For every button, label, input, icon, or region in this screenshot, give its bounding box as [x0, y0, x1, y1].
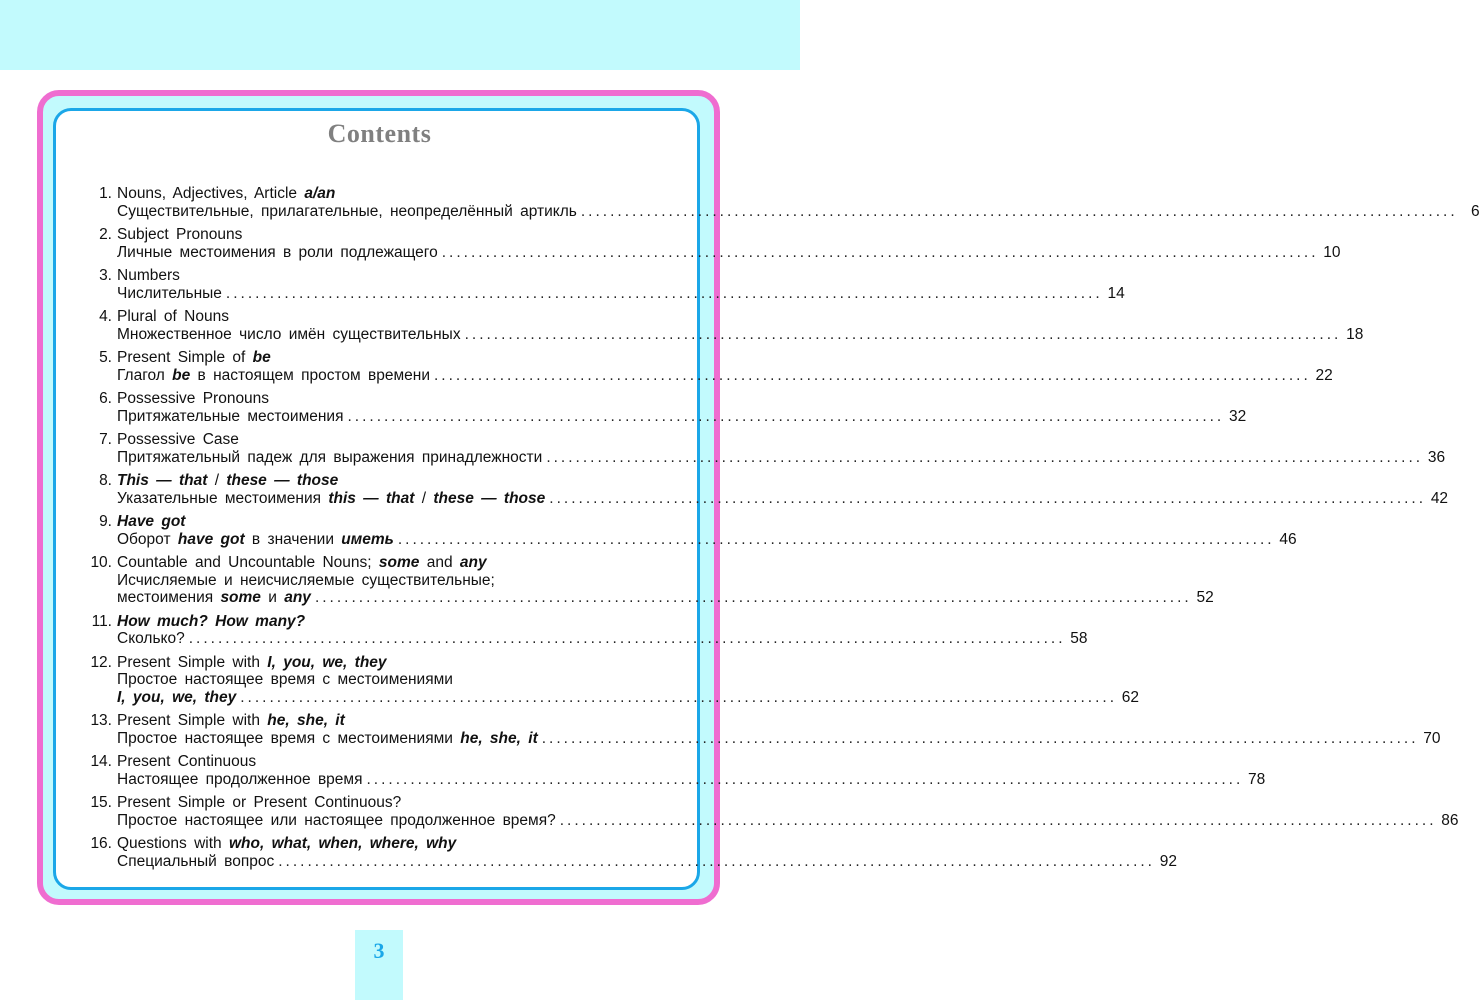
page-number: 3	[373, 938, 385, 963]
toc-entry-title	[117, 654, 387, 672]
toc-entry-number: 11.	[91, 612, 112, 630]
toc-entry[interactable]	[75, 267, 1125, 302]
toc-entry-page-number: 62	[1121, 688, 1140, 706]
emphasized-term: he, she, it	[267, 712, 345, 729]
title-text: Притяжательные местоимения	[117, 407, 344, 425]
toc-entry-page-number: 86	[1441, 811, 1459, 829]
toc-entry-english-line	[75, 349, 680, 367]
toc-entry[interactable]	[75, 349, 1333, 384]
toc-entry-number: 9.	[99, 513, 112, 530]
emphasized-term: иметь	[341, 530, 394, 548]
toc-entry[interactable]	[75, 753, 1266, 788]
emphasized-term: I, you, we, they	[117, 688, 237, 706]
toc-entry-title	[117, 853, 274, 871]
toc-entry-title	[117, 812, 556, 830]
toc-entry-title	[117, 326, 461, 344]
title-text: Простое настоящее или настоящее продолженное время?	[117, 811, 556, 829]
title-text: Глагол	[117, 366, 173, 384]
dot-leader: ........................................................................................................................	[580, 202, 1458, 220]
toc-entry-number: 8.	[99, 472, 112, 489]
toc-entry-title	[117, 513, 185, 531]
title-text: Present Simple with	[117, 712, 268, 729]
dot-leader: ........................................................................................................................	[314, 589, 1192, 606]
emphasized-term: Have got	[117, 513, 186, 530]
toc-entry-title	[117, 689, 236, 707]
toc-entry-title	[117, 203, 577, 221]
toc-entry-english-line	[75, 554, 680, 572]
toc-entry-page-number: 18	[1346, 325, 1364, 343]
toc-entry[interactable]	[75, 554, 1214, 607]
table-of-contents	[75, 185, 1480, 870]
emphasized-term: a/an	[304, 185, 336, 202]
toc-entry-title	[117, 308, 229, 326]
toc-entry-russian-line	[75, 202, 1480, 221]
toc-entry-english-line	[75, 267, 680, 285]
dot-leader: ........................................................................................................................	[188, 630, 1066, 647]
title-text: и	[260, 589, 285, 606]
toc-entry-number: 12.	[90, 653, 112, 671]
toc-entry-title	[117, 613, 305, 631]
toc-entry-english-line	[75, 654, 680, 672]
toc-entry-russian-line	[75, 325, 1364, 344]
dot-leader: ........................................................................................................................	[347, 407, 1225, 425]
title-text: Questions with	[117, 835, 229, 852]
title-text: Простое настоящее время с местоимениями	[117, 729, 461, 747]
emphasized-term: any	[459, 554, 487, 571]
toc-entry[interactable]	[75, 226, 1341, 261]
dot-leader: ........................................................................................................................	[549, 489, 1427, 507]
toc-entry-number: 15.	[90, 794, 112, 811]
title-text: Possessive Pronouns	[117, 390, 270, 407]
title-text: Притяжательный падеж для выражения принадлежности	[117, 448, 543, 466]
toc-entry-english-line	[75, 513, 680, 531]
toc-entry-title	[117, 572, 495, 590]
toc-entry-title	[117, 431, 239, 449]
title-text: Существительные, прилагательные, неопределённый артикль	[117, 202, 577, 220]
toc-entry[interactable]	[75, 712, 1441, 747]
title-text: Указательные местоимения	[117, 489, 329, 507]
toc-entry-number: 4.	[99, 308, 112, 325]
toc-entry-english-line	[75, 308, 680, 326]
toc-entry-title	[117, 349, 271, 367]
toc-entry-russian-line	[75, 530, 1297, 549]
dot-leader: ........................................................................................................................	[433, 366, 1311, 384]
emphasized-term: be	[252, 349, 271, 366]
toc-entry-title	[117, 531, 394, 549]
toc-entry-title	[117, 771, 362, 789]
toc-entry-title	[117, 472, 338, 490]
toc-entry-title	[117, 390, 269, 408]
toc-entry-page-number: 42	[1430, 489, 1449, 507]
toc-entry-russian-line	[75, 284, 1125, 303]
toc-entry-russian-line	[75, 572, 680, 590]
toc-entry[interactable]	[75, 390, 1247, 425]
top-color-band	[0, 0, 800, 70]
emphasized-term: be	[172, 366, 191, 384]
toc-entry-russian-line	[75, 729, 1441, 748]
toc-entry-page-number: 52	[1196, 589, 1214, 606]
toc-entry-russian-line	[75, 448, 1446, 467]
toc-entry-english-line	[75, 613, 680, 631]
page-title: Contents	[327, 119, 432, 148]
toc-entry-english-line	[75, 431, 680, 449]
dot-leader: ........................................................................................................................	[240, 688, 1118, 706]
dot-leader: ........................................................................................................................	[278, 852, 1155, 870]
title-text: Present Simple or Present Continuous?	[117, 794, 402, 811]
toc-entry-page-number: 10	[1323, 243, 1341, 261]
dot-leader: ........................................................................................................................	[464, 325, 1342, 343]
toc-entry-number: 14.	[90, 753, 112, 770]
title-text: Plural of Nouns	[117, 308, 229, 325]
dot-leader: ........................................................................................................................	[397, 530, 1275, 548]
toc-entry-russian-line	[75, 811, 1459, 830]
toc-entry-russian-line	[75, 671, 680, 689]
toc-entry-page-number: 32	[1229, 407, 1247, 425]
title-text: Subject Pronouns	[117, 226, 243, 243]
emphasized-term: some	[378, 554, 420, 571]
toc-entry-title	[117, 794, 401, 812]
toc-entry-title	[117, 185, 335, 203]
toc-entry-page-number: 92	[1159, 852, 1177, 870]
toc-entry-russian-line	[75, 770, 1266, 789]
title-text: Countable and Uncountable Nouns;	[117, 554, 379, 571]
toc-entry-russian-line	[75, 243, 1341, 262]
toc-entry-title	[117, 285, 222, 303]
toc-entry-english-line	[75, 185, 680, 203]
toc-entry[interactable]	[75, 653, 1140, 707]
toc-entry-title	[117, 267, 180, 285]
emphasized-term: he, she, it	[460, 729, 538, 747]
toc-entry-title	[117, 730, 538, 748]
emphasized-term: any	[284, 589, 311, 606]
title-text: Специальный вопрос	[117, 852, 275, 870]
dot-leader: ........................................................................................................................	[559, 811, 1437, 829]
toc-entry-number: 10.	[90, 554, 112, 571]
emphasized-term: This — that	[117, 472, 208, 489]
emphasized-term: these — those	[226, 472, 339, 489]
title-text: в настоящем простом времени	[190, 366, 430, 384]
toc-entry-page-number: 22	[1315, 366, 1333, 384]
title-text: Числительные	[117, 284, 222, 302]
toc-entry[interactable]	[75, 835, 1177, 870]
toc-entry-number: 3.	[99, 267, 112, 284]
toc-entry[interactable]	[75, 513, 1297, 548]
toc-entry-number: 6.	[99, 390, 112, 407]
toc-entry-russian-line	[75, 366, 1333, 385]
toc-entry[interactable]	[75, 185, 1480, 220]
toc-entry-page-number: 70	[1423, 729, 1441, 747]
toc-entry-english-line	[75, 835, 680, 853]
dot-leader: ........................................................................................................................	[225, 284, 1103, 302]
emphasized-term: I, you, we, they	[267, 653, 387, 671]
toc-entry-title	[117, 671, 453, 689]
toc-entry[interactable]	[75, 612, 1088, 648]
emphasized-term: these — those	[433, 489, 546, 507]
toc-entry-english-line	[75, 712, 680, 730]
title-text: /	[207, 472, 227, 489]
dot-leader: ........................................................................................................................	[366, 770, 1244, 788]
toc-entry-title	[117, 712, 345, 730]
title-text: Possessive Case	[117, 431, 239, 448]
toc-entry-russian-line	[75, 852, 1177, 871]
emphasized-term: who, what, when, where, why	[228, 835, 457, 852]
toc-entry-title	[117, 408, 343, 426]
toc-entry-russian-line	[75, 489, 1449, 508]
toc-entry-russian-line	[75, 407, 1247, 426]
toc-entry[interactable]	[75, 308, 1364, 343]
toc-entry[interactable]	[75, 431, 1446, 466]
title-text: Исчисляемые и неисчисляемые существительные;	[117, 571, 495, 589]
toc-entry-title	[117, 630, 185, 648]
toc-entry-title	[117, 226, 242, 244]
toc-entry-page-number: 58	[1070, 630, 1088, 647]
toc-entry-russian-line	[75, 630, 1088, 648]
toc-entry-title	[117, 589, 311, 607]
title-text: Present Simple of	[117, 349, 253, 366]
dot-leader: ........................................................................................................................	[441, 243, 1319, 261]
toc-entry-russian-line	[75, 589, 1214, 607]
title-text: Настоящее продолженное время	[117, 770, 363, 788]
title-text: Present Simple with	[117, 653, 268, 671]
toc-entry-number: 7.	[99, 431, 112, 448]
toc-entry-number: 13.	[90, 712, 112, 729]
toc-entry-page-number: 78	[1248, 770, 1266, 788]
toc-entry-page-number: 36	[1427, 448, 1446, 466]
title-text: Сколько?	[117, 630, 185, 647]
title-text: Nouns, Adjectives, Article	[117, 185, 305, 202]
dot-leader: ........................................................................................................................	[541, 729, 1419, 747]
emphasized-term: this — that	[328, 489, 415, 507]
emphasized-term: have got	[177, 530, 245, 548]
toc-entry-page-number: 46	[1279, 530, 1297, 548]
title-text: /	[414, 489, 434, 507]
title-text: местоимения	[117, 589, 221, 606]
title-text: Простое настоящее время с местоимениями	[117, 671, 453, 688]
toc-entry-title	[117, 554, 487, 572]
toc-entry-title	[117, 367, 430, 385]
toc-entry-number: 1.	[99, 185, 112, 202]
toc-entry-english-line	[75, 390, 680, 408]
toc-entry-english-line	[75, 794, 680, 812]
toc-entry-page-number: 14	[1107, 284, 1125, 302]
toc-entry-number: 5.	[99, 349, 112, 366]
emphasized-term: some	[220, 589, 261, 606]
toc-entry-english-line	[75, 472, 680, 490]
title-text: в значении	[244, 530, 342, 548]
title-text: Множественное число имён существительных	[117, 325, 461, 343]
title-text: Numbers	[117, 267, 180, 284]
toc-entry[interactable]	[75, 794, 1459, 829]
toc-entry-title	[117, 490, 545, 508]
toc-entry-english-line	[75, 226, 680, 244]
title-text: Present Continuous	[117, 753, 257, 770]
toc-entry-page-number: 6	[1471, 202, 1480, 220]
toc-entry-english-line	[75, 753, 680, 771]
toc-entry-number: 16.	[90, 835, 112, 852]
toc-entry-title	[117, 244, 438, 262]
toc-entry-number: 2.	[99, 226, 112, 243]
title-text: Оборот	[117, 530, 178, 548]
toc-entry-title	[117, 835, 456, 853]
title-text: Личные местоимения в роли подлежащего	[117, 243, 438, 261]
toc-entry-russian-line	[75, 688, 1140, 707]
title-text: and	[419, 554, 460, 571]
toc-entry-title	[117, 449, 542, 467]
toc-entry[interactable]	[75, 472, 1449, 507]
dot-leader: ........................................................................................................................	[546, 448, 1424, 466]
toc-entry-title	[117, 753, 256, 771]
emphasized-term: How much? How many?	[117, 612, 306, 630]
